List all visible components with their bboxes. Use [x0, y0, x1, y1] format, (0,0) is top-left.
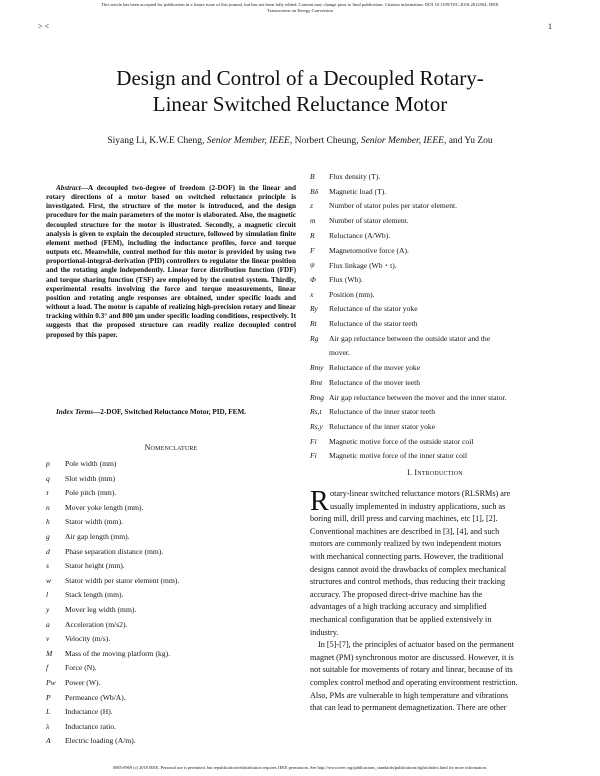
nomenclature-symbol: Rs,t: [310, 407, 322, 417]
nomenclature-symbol: y: [46, 605, 50, 614]
nomenclature-symbol: f: [46, 663, 49, 673]
introduction-body: [310, 488, 560, 713]
nomenclature-symbol: q: [46, 473, 50, 483]
nomenclature-symbol: m: [310, 216, 316, 226]
nomenclature-symbol: R: [310, 230, 315, 240]
page-number: 1: [548, 22, 552, 31]
introduction-line: industry.: [310, 627, 339, 637]
nomenclature-symbol: A: [46, 736, 51, 746]
index-terms: [46, 408, 296, 416]
introduction-line: In [5]-[7], the principles of actuator based on the permanent: [318, 640, 514, 650]
nomenclature-description: Magnetic motive force of the outside stator coil: [329, 436, 474, 446]
nomenclature-description: Pole pitch (mm).: [65, 488, 117, 498]
nomenclature-description: Mover yoke length (mm).: [65, 502, 144, 512]
nomenclature-symbol: M: [46, 648, 53, 658]
nomenclature-description: Reluctance of the stator teeth: [329, 319, 418, 328]
author-2-role: Senior Member, IEEE: [360, 136, 444, 146]
nomenclature-description: Flux (Wb).: [329, 274, 363, 284]
introduction-line: Conventional machines are described in [3], [4], and such: [310, 526, 500, 536]
nomenclature-description: Acceleration (m/s2).: [65, 619, 128, 629]
nomenclature-description: Phase separation distance (mm).: [65, 546, 164, 556]
nomenclature-symbol: Rmt: [310, 377, 323, 387]
nomenclature-symbol: s: [46, 561, 49, 571]
nomenclature-symbol: Pw: [46, 678, 56, 687]
nomenclature-description: Reluctance of the stator yoke: [329, 304, 418, 314]
nomenclature-symbol: L: [46, 707, 51, 717]
nomenclature-symbol: Fi: [310, 436, 317, 446]
nomenclature-description: Air gap reluctance between the mover and the inner stator.: [329, 392, 507, 402]
nomenclature-symbol: F: [310, 245, 315, 255]
nomenclature-symbol: Rs,y: [310, 421, 323, 431]
abstract: [46, 184, 296, 340]
nomenclature-list-left: [46, 459, 296, 749]
nomenclature-symbol: B: [310, 172, 315, 181]
nomenclature-symbol: Rmg: [310, 392, 324, 402]
introduction-line: designs cannot avoid the drawbacks of complex mechanical: [310, 564, 507, 574]
nomenclature-description: Stack length (mm).: [65, 590, 124, 600]
nomenclature-symbol: l: [46, 590, 49, 600]
author-2: , Norbert Cheung,: [289, 136, 361, 146]
nomenclature-symbol: n: [46, 502, 50, 512]
author-1-role: Senior Member, IEEE: [206, 136, 290, 146]
nomenclature-symbol: w: [46, 575, 52, 585]
nomenclature-description: Mass of the moving platform (kg).: [65, 648, 171, 658]
nomenclature-description: Stator width per stator element (mm).: [65, 575, 180, 585]
nomenclature-symbol: h: [46, 517, 50, 527]
nomenclature-heading: Nomenclature: [144, 443, 198, 452]
banner-line-1: This article has been accepted for publication in a future issue of this journal, but has not been fully edited. Content may change prior to final publication. Citation information: DOI 10.1109/TEC.2018.2812504, IEEE: [101, 2, 499, 7]
introduction-line: boring mill, drill press and carving machines, etc [1], [2].: [310, 514, 498, 524]
copyright-footer: 0885-8969 (c) 2018 IEEE. Personal use is permitted, but republication/redistribution requires IEEE permission. See http://www.ieee.org/publications_standards/publications/rights/index.html for more information.: [113, 765, 487, 770]
nomenclature-symbol: Rt: [310, 319, 317, 328]
nomenclature-description: Reluctance of the inner stator yoke: [329, 421, 436, 431]
nomenclature-symbol: Bδ: [310, 186, 319, 196]
nomenclature-symbol: a: [46, 619, 50, 629]
introduction-line: motors are commonly realized by two independent motors: [310, 539, 502, 549]
drop-cap: R: [310, 486, 329, 517]
introduction-line: Also, PMs are vulnerable to high temperature and vibrations: [310, 690, 509, 700]
nomenclature-symbol: Ry: [310, 304, 318, 314]
nomenclature-symbol: λ: [46, 721, 50, 731]
nomenclature-symbol: g: [46, 532, 50, 541]
paper-title: [40, 65, 560, 117]
nomenclature-description: Velocity (m/s).: [65, 634, 111, 644]
nomenclature-description: Magnetic load (T).: [329, 186, 387, 196]
introduction-line: with mechanical connecting parts. However, the traditional: [310, 552, 504, 561]
introduction-line: that can lead to permanent demagnetization. There are other: [310, 703, 507, 713]
nomenclature-description: mover.: [329, 348, 350, 358]
nomenclature-description: Pole width (mm): [65, 459, 117, 468]
introduction-line: complex control method and operating environment restriction.: [310, 678, 518, 687]
journal-banner: [0, 2, 600, 14]
introduction-line: otary-linear switched reluctance motors (RLSRMs) are: [330, 489, 511, 498]
title-line-2: Linear Switched Reluctance Motor: [152, 92, 448, 116]
nomenclature-description: Number of stator element.: [329, 216, 409, 226]
nomenclature-description: Flux density (T).: [329, 172, 381, 181]
nomenclature-description: Stator width (mm).: [65, 517, 124, 527]
banner-line-2: Transactions on Energy Conversion: [267, 8, 333, 13]
introduction-line: accuracy. The proposed direct-drive machine has the: [310, 589, 483, 599]
nomenclature-description: Electric loading (A/m).: [65, 736, 136, 746]
nomenclature-symbol: v: [46, 634, 50, 644]
introduction-line: advantages of a high tracking accuracy and simplified: [310, 602, 487, 612]
author-list: [30, 136, 570, 146]
nomenclature-description: Permeance (Wb/A).: [65, 692, 126, 702]
nomenclature-description: Reluctance of the mover teeth: [329, 377, 421, 387]
nomenclature-description: Reluctance (A/Wb).: [329, 230, 391, 240]
nomenclature-description: Inductance ratio.: [65, 721, 117, 731]
nomenclature-description: Force (N).: [65, 663, 97, 673]
nomenclature-description: Inductance (H).: [65, 707, 113, 717]
nomenclature-description: Flux linkage (Wb・t).: [329, 261, 397, 271]
nomenclature-description: Reluctance of the mover yoke: [329, 363, 421, 373]
index-terms-label: Index Terms: [56, 408, 94, 416]
author-3: , and Yu Zou: [443, 136, 493, 146]
nomenclature-symbol: z: [310, 201, 313, 211]
nomenclature-description: Number of stator poles per stator element.: [329, 201, 457, 211]
nomenclature-description: Power (W).: [65, 678, 101, 687]
nomenclature-description: Air gap reluctance between the outside stator and the: [329, 333, 491, 343]
nomenclature-description: Air gap length (mm).: [65, 532, 130, 541]
introduction-line: usually implemented in industry applications, such as: [330, 501, 506, 511]
index-terms-text: —2-DOF, Switched Reluctance Motor, PID, FEM.: [93, 408, 247, 416]
nomenclature-symbol: ψ: [310, 260, 315, 270]
abstract-text: —A decoupled two-degree of freedom (2-DOF) in the linear and rotary directions of a motor based on switched reluctance principle is investigated. First, the structure of the motor is introduced, and the design procedure for the main parameters of the motor is elaborated. Also, the magnetic decoupled structure for the motor is illustrated. Secondly, a magnetic circuit analysis is given to explain the decoupled structure, followed by simulation finite element method (FEM), including the inductance profiles, force and torque outputs etc. Meanwhile, control method for this motor is provided by using two proportional-integral-derivation (PID) controllers to regulator the linear position and the rotating angle independently. Linear force distribution function (FDF) and torque sharing function (TSF) are employed by the control system. Thirdly, experimental results involving the force and torque measurements, linear position and rotating angle responses are obtained, under specific loads and without a load. The motor is capable of realizing high-precision rotary and linear tracking within 0.3° and 800 μm under specific loading conditions, respectively. It suggests that the proposed structure can readily realize decoupled control proposed by this paper.: [46, 184, 296, 339]
nomenclature-symbol: Rmy: [310, 363, 324, 373]
nomenclature-description: Slot width (mm): [65, 473, 116, 483]
nomenclature-symbol: x: [310, 289, 314, 299]
introduction-line: structures and control methods, thus reducing their tracking: [310, 577, 506, 587]
introduction-line: magnet (PM) synchronous motor are discussed. However, it is: [310, 652, 514, 662]
introduction-line: not suitable for movements of rotary and linear, because of its: [310, 665, 513, 675]
nomenclature-description: Stator height (mm).: [65, 561, 125, 571]
author-1: Siyang Li, K.W.E Cheng,: [107, 136, 207, 146]
introduction-line: mechanical configuration that be applied extensively in: [310, 615, 492, 624]
introduction-heading: I. Introduction: [407, 468, 463, 477]
nomenclature-description: Magnetomotive force (A).: [329, 245, 409, 255]
abstract-label: Abstract: [56, 184, 81, 192]
nomenclature-symbol: P: [46, 692, 51, 702]
nomenclature-symbol: Φ: [310, 274, 316, 284]
nomenclature-symbol: Fi: [310, 451, 317, 461]
nomenclature-list-right: [310, 172, 560, 462]
nomenclature-description: Mover leg width (mm).: [65, 605, 137, 614]
nomenclature-symbol: τ: [46, 488, 49, 498]
nomenclature-symbol: Rg: [310, 333, 319, 343]
running-header: > <: [38, 22, 50, 31]
nomenclature-description: Magnetic motive force of the inner stator coil: [329, 451, 468, 461]
nomenclature-symbol: p: [46, 459, 50, 468]
nomenclature-symbol: d: [46, 546, 50, 556]
nomenclature-description: Position (mm).: [329, 289, 375, 299]
title-line-1: Design and Control of a Decoupled Rotary-: [116, 66, 484, 90]
nomenclature-description: Reluctance of the inner stator teeth: [329, 407, 436, 417]
